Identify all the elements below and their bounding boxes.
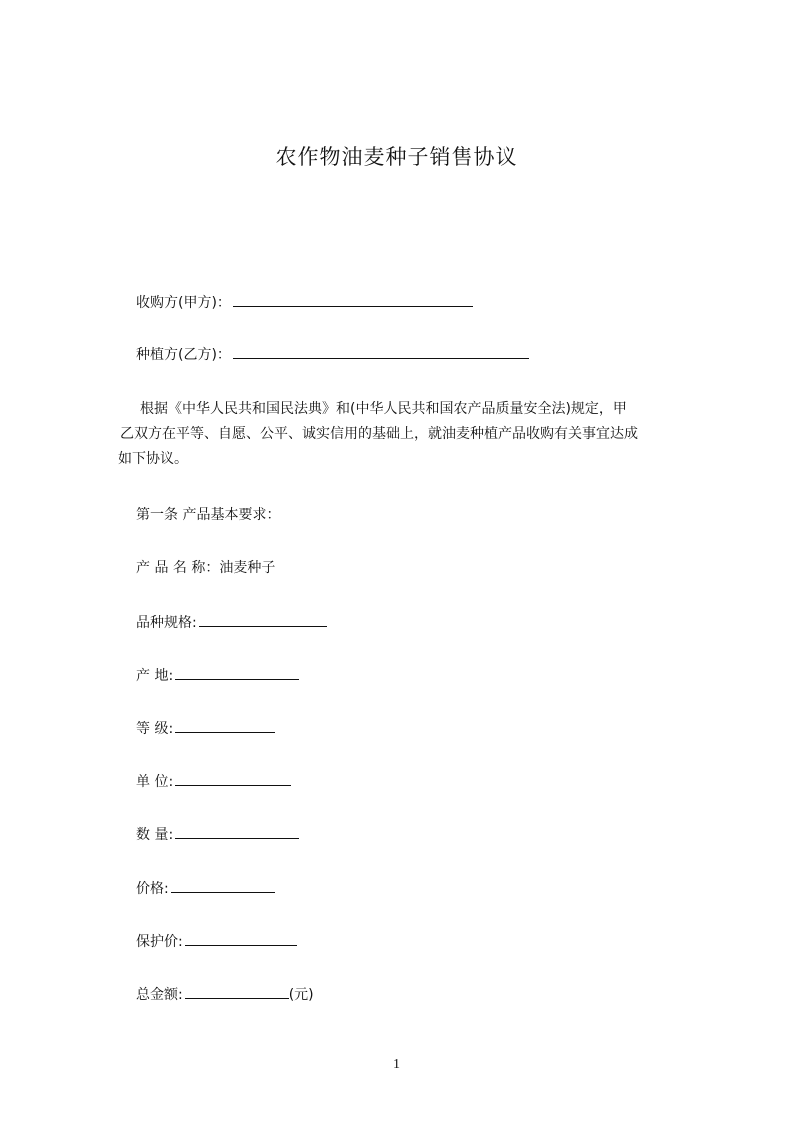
product-name-label: 产 品 名 称： [136,560,220,576]
planter-party-label: 种植方(乙方)： [136,347,231,363]
total-amount-label: 总金额: [136,987,183,1003]
preamble-line: 乙双方在平等、自愿、公平、诚实信用的基础上，就油麦种植产品收购有关事宜达成 [120,426,638,442]
quantity-row [136,824,299,845]
buyer-party-blank[interactable] [233,292,473,307]
buyer-party-label: 收购方(甲方)： [136,295,231,311]
origin-blank[interactable] [175,665,299,680]
grade-row [136,718,275,739]
quantity-blank[interactable] [175,824,299,839]
total-amount-unit: (元) [288,987,314,1003]
variety-spec-blank[interactable] [199,612,327,627]
variety-spec-row [136,612,327,633]
total-amount-row [136,984,314,1005]
protected-price-row [136,931,297,952]
quantity-label: 数 量: [136,827,174,843]
total-amount-blank[interactable] [185,984,289,999]
price-label: 价格: [136,881,169,897]
protected-price-label: 保护价: [136,934,183,950]
document-title: 农作物油麦种子销售协议 [275,145,518,169]
unit-row [136,771,291,792]
price-row [136,878,275,899]
grade-blank[interactable] [175,718,275,733]
page-number: 1 [393,1057,400,1072]
price-blank[interactable] [171,878,275,893]
origin-row [136,665,299,686]
unit-label: 单 位: [136,774,174,790]
protected-price-blank[interactable] [185,931,297,946]
article1-heading: 第一条 产品基本要求： [136,507,281,523]
planter-party-blank[interactable] [233,344,529,359]
variety-spec-label: 品种规格: [136,615,197,631]
product-name-row [136,558,275,578]
planter-party-row [136,344,529,365]
origin-label: 产 地: [136,668,174,684]
unit-blank[interactable] [175,771,291,786]
preamble-line: 根据《中华人民共和国民法典》和(中华人民共和国农产品质量安全法)规定，甲 [140,401,627,417]
buyer-party-row [136,292,473,313]
preamble-line: 如下协议。 [118,451,188,467]
product-name-value: 油麦种子 [219,560,276,576]
grade-label: 等 级: [136,721,174,737]
preamble-paragraph [118,397,706,472]
